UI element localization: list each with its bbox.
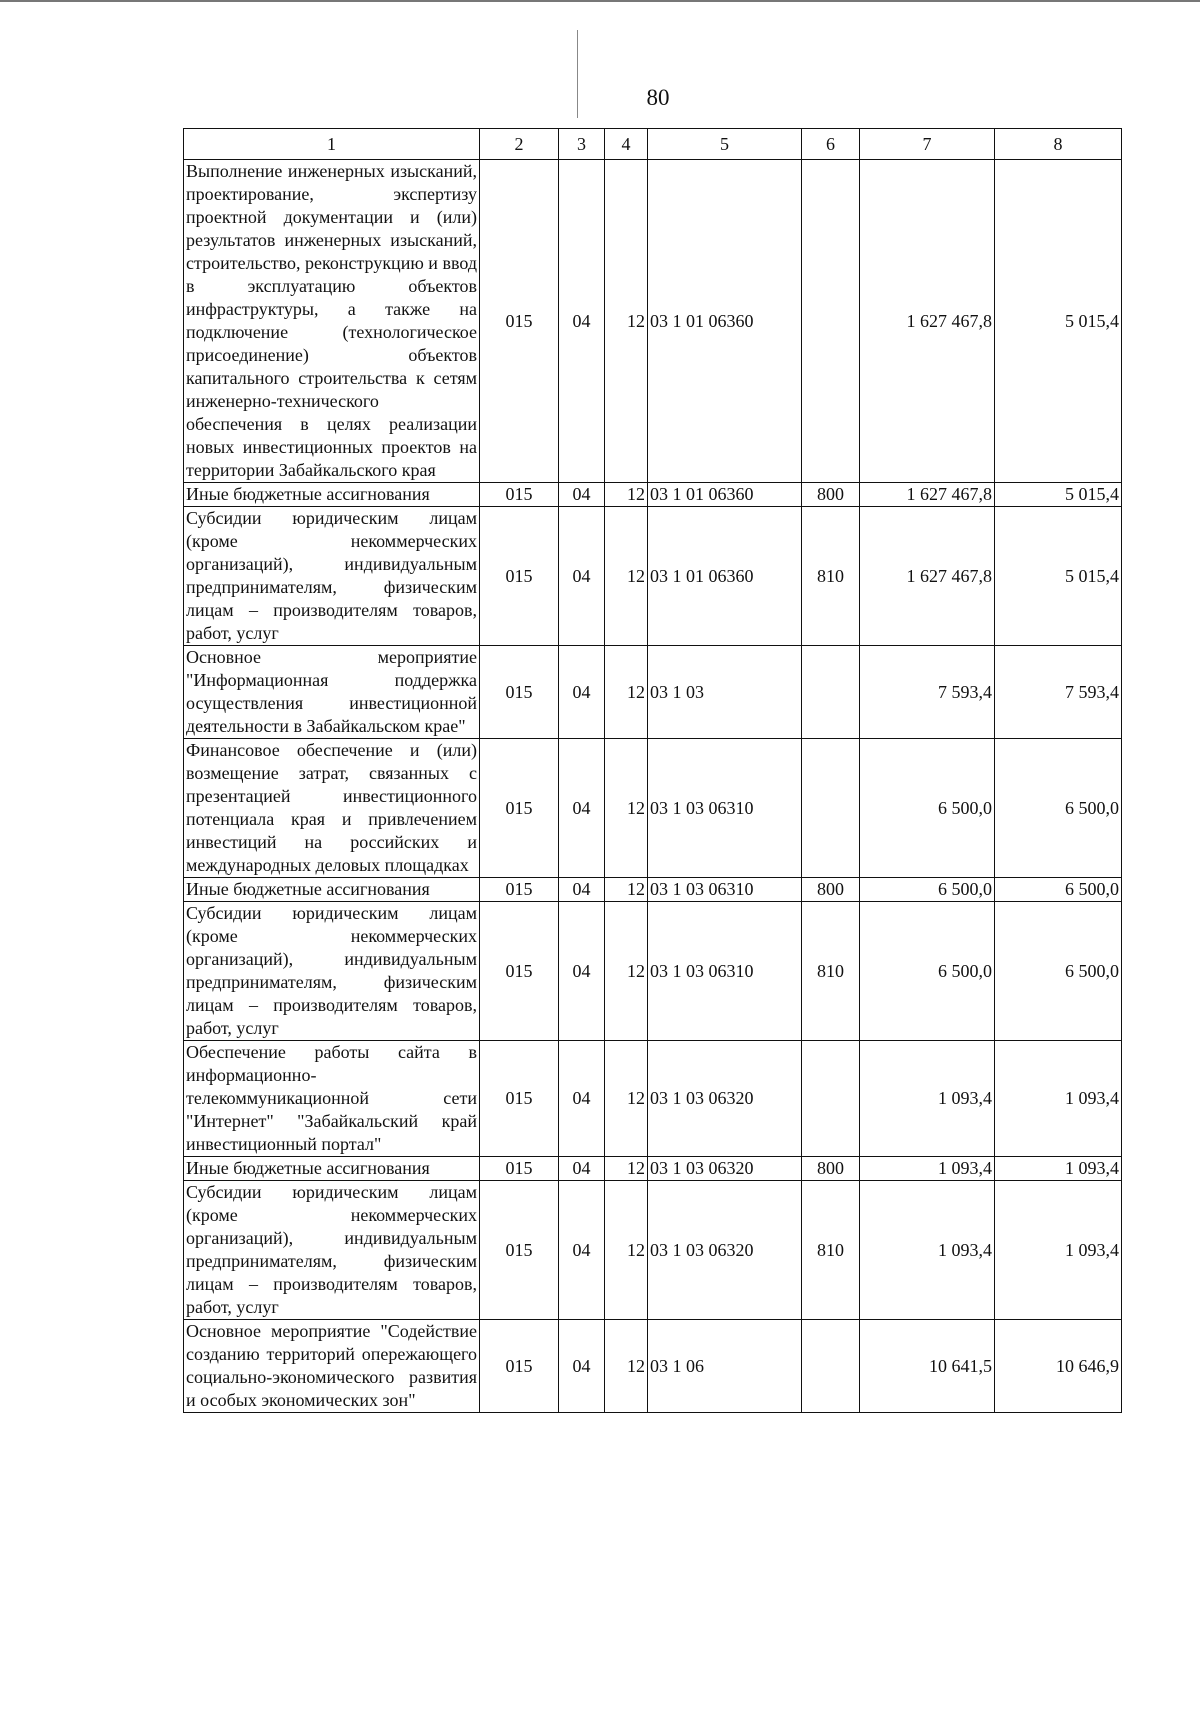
cell-subsection-code: 12 xyxy=(605,160,648,483)
scan-top-edge xyxy=(0,0,1200,2)
header-col-4: 4 xyxy=(605,129,648,160)
cell-subsection-code: 12 xyxy=(605,646,648,739)
cell-expense-type xyxy=(802,160,860,483)
cell-amount-col8: 5 015,4 xyxy=(995,160,1122,483)
cell-amount-col8: 1 093,4 xyxy=(995,1181,1122,1320)
cell-amount-col8: 6 500,0 xyxy=(995,902,1122,1041)
cell-expense-type xyxy=(802,1320,860,1413)
cell-ministry-code: 015 xyxy=(480,1157,559,1181)
cell-subsection-code: 12 xyxy=(605,1041,648,1157)
cell-amount-col8: 1 093,4 xyxy=(995,1041,1122,1157)
table-row xyxy=(184,1041,1122,1157)
header-col-6: 6 xyxy=(802,129,860,160)
cell-section-code: 04 xyxy=(559,902,605,1041)
cell-amount-col8: 7 593,4 xyxy=(995,646,1122,739)
cell-subsection-code: 12 xyxy=(605,878,648,902)
cell-section-code: 04 xyxy=(559,507,605,646)
row-description: Основное мероприятие "Содействие созданию территорий опережающего социально-экономического развития и особых экономических зон" xyxy=(184,1320,480,1413)
cell-ministry-code: 015 xyxy=(480,1181,559,1320)
cell-target-article: 03 1 03 06320 xyxy=(648,1157,802,1181)
scan-artifact-line xyxy=(577,30,578,118)
budget-allocation-table xyxy=(183,128,1122,1413)
row-description: Субсидии юридическим лицам (кроме некоммерческих организаций), индивидуальным предпринимателям, физическим лицам – производителям товаров, работ, услуг xyxy=(184,902,480,1041)
cell-amount-col8: 5 015,4 xyxy=(995,483,1122,507)
cell-expense-type: 810 xyxy=(802,507,860,646)
cell-section-code: 04 xyxy=(559,1157,605,1181)
table-row xyxy=(184,1157,1122,1181)
cell-amount-col8: 6 500,0 xyxy=(995,739,1122,878)
cell-amount-col7: 6 500,0 xyxy=(860,878,995,902)
cell-ministry-code: 015 xyxy=(480,483,559,507)
row-description: Субсидии юридическим лицам (кроме некоммерческих организаций), индивидуальным предпринимателям, физическим лицам – производителям товаров, работ, услуг xyxy=(184,1181,480,1320)
cell-expense-type xyxy=(802,739,860,878)
cell-expense-type: 810 xyxy=(802,1181,860,1320)
cell-section-code: 04 xyxy=(559,483,605,507)
table-row xyxy=(184,1181,1122,1320)
cell-target-article: 03 1 03 06320 xyxy=(648,1041,802,1157)
cell-amount-col8: 10 646,9 xyxy=(995,1320,1122,1413)
cell-expense-type xyxy=(802,646,860,739)
cell-subsection-code: 12 xyxy=(605,507,648,646)
cell-expense-type xyxy=(802,1041,860,1157)
cell-section-code: 04 xyxy=(559,1320,605,1413)
cell-amount-col8: 1 093,4 xyxy=(995,1157,1122,1181)
header-col-2: 2 xyxy=(480,129,559,160)
cell-target-article: 03 1 03 06310 xyxy=(648,902,802,1041)
cell-amount-col8: 6 500,0 xyxy=(995,878,1122,902)
table-row xyxy=(184,160,1122,483)
cell-expense-type: 800 xyxy=(802,483,860,507)
header-col-7: 7 xyxy=(860,129,995,160)
cell-expense-type: 810 xyxy=(802,902,860,1041)
table-row xyxy=(184,483,1122,507)
row-description: Обеспечение работы сайта в информационно-телекоммуникационной сети "Интернет" "Забайкальский край инвестиционный портал" xyxy=(184,1041,480,1157)
cell-amount-col7: 1 093,4 xyxy=(860,1041,995,1157)
cell-ministry-code: 015 xyxy=(480,878,559,902)
cell-amount-col7: 6 500,0 xyxy=(860,902,995,1041)
cell-section-code: 04 xyxy=(559,878,605,902)
cell-ministry-code: 015 xyxy=(480,160,559,483)
cell-ministry-code: 015 xyxy=(480,902,559,1041)
cell-amount-col7: 6 500,0 xyxy=(860,739,995,878)
header-row xyxy=(184,129,1122,160)
cell-expense-type: 800 xyxy=(802,1157,860,1181)
header-col-8: 8 xyxy=(995,129,1122,160)
row-description: Выполнение инженерных изысканий, проектирование, экспертизу проектной документации и (или) результатов инженерных изысканий, строительство, реконструкцию и ввод в эксплуатацию объектов инфраструктуры, а также на подключение (технологическое присоединение) объектов капитального строительства к сетям инженерно-технического обеспечения в целях реализации новых инвестиционных проектов на территории Забайкальского края xyxy=(184,160,480,483)
cell-target-article: 03 1 03 06310 xyxy=(648,878,802,902)
page-number: 80 xyxy=(646,85,670,110)
cell-amount-col7: 7 593,4 xyxy=(860,646,995,739)
cell-amount-col8: 5 015,4 xyxy=(995,507,1122,646)
cell-subsection-code: 12 xyxy=(605,1157,648,1181)
cell-expense-type: 800 xyxy=(802,878,860,902)
cell-target-article: 03 1 01 06360 xyxy=(648,160,802,483)
cell-section-code: 04 xyxy=(559,646,605,739)
header-col-1: 1 xyxy=(184,129,480,160)
row-description: Основное мероприятие "Информационная поддержка осуществления инвестиционной деятельности в Забайкальском крае" xyxy=(184,646,480,739)
header-col-5: 5 xyxy=(648,129,802,160)
row-description: Иные бюджетные ассигнования xyxy=(184,483,480,507)
table-row xyxy=(184,878,1122,902)
cell-target-article: 03 1 03 xyxy=(648,646,802,739)
cell-amount-col7: 10 641,5 xyxy=(860,1320,995,1413)
cell-target-article: 03 1 03 06320 xyxy=(648,1181,802,1320)
row-description: Субсидии юридическим лицам (кроме некоммерческих организаций), индивидуальным предпринимателям, физическим лицам – производителям товаров, работ, услуг xyxy=(184,507,480,646)
cell-section-code: 04 xyxy=(559,160,605,483)
row-description: Финансовое обеспечение и (или) возмещение затрат, связанных с презентацией инвестиционного потенциала края и привлечением инвестиций на российских и международных деловых площадках xyxy=(184,739,480,878)
table-row xyxy=(184,646,1122,739)
cell-section-code: 04 xyxy=(559,739,605,878)
cell-target-article: 03 1 06 xyxy=(648,1320,802,1413)
cell-ministry-code: 015 xyxy=(480,739,559,878)
cell-subsection-code: 12 xyxy=(605,483,648,507)
row-description: Иные бюджетные ассигнования xyxy=(184,878,480,902)
cell-amount-col7: 1 627 467,8 xyxy=(860,160,995,483)
cell-section-code: 04 xyxy=(559,1181,605,1320)
cell-subsection-code: 12 xyxy=(605,1181,648,1320)
cell-target-article: 03 1 01 06360 xyxy=(648,483,802,507)
cell-subsection-code: 12 xyxy=(605,739,648,878)
cell-amount-col7: 1 627 467,8 xyxy=(860,483,995,507)
cell-subsection-code: 12 xyxy=(605,1320,648,1413)
cell-ministry-code: 015 xyxy=(480,1320,559,1413)
table-row xyxy=(184,507,1122,646)
cell-ministry-code: 015 xyxy=(480,507,559,646)
cell-ministry-code: 015 xyxy=(480,1041,559,1157)
cell-ministry-code: 015 xyxy=(480,646,559,739)
cell-amount-col7: 1 627 467,8 xyxy=(860,507,995,646)
table-row xyxy=(184,1320,1122,1413)
table-row xyxy=(184,902,1122,1041)
cell-amount-col7: 1 093,4 xyxy=(860,1157,995,1181)
cell-target-article: 03 1 01 06360 xyxy=(648,507,802,646)
row-description: Иные бюджетные ассигнования xyxy=(184,1157,480,1181)
header-col-3: 3 xyxy=(559,129,605,160)
cell-section-code: 04 xyxy=(559,1041,605,1157)
table-body xyxy=(184,160,1122,1413)
cell-amount-col7: 1 093,4 xyxy=(860,1181,995,1320)
table-row xyxy=(184,739,1122,878)
cell-subsection-code: 12 xyxy=(605,902,648,1041)
cell-target-article: 03 1 03 06310 xyxy=(648,739,802,878)
